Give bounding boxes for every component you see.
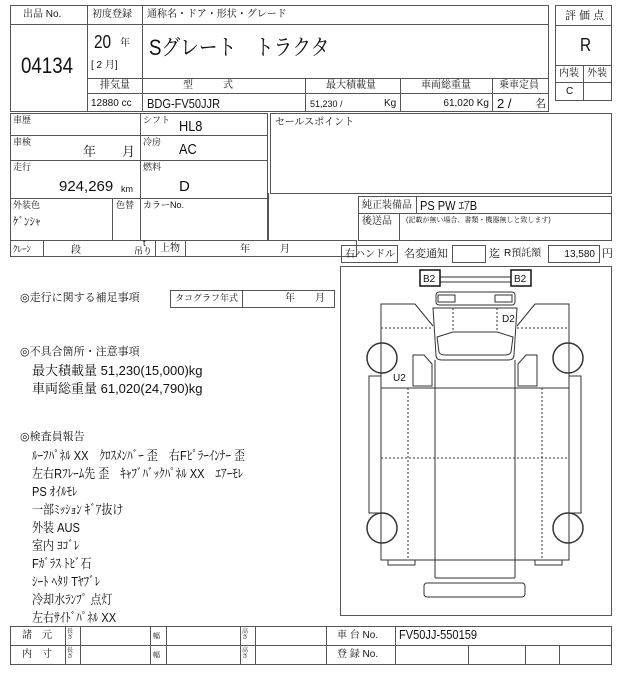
- spec-label: 諸 元: [22, 630, 52, 641]
- inspector-line: 室内 ﾖｺﾞﾚ: [32, 538, 80, 553]
- color-label: 外装色: [13, 200, 41, 210]
- equipment-cell: [416, 196, 612, 214]
- kg-unit: Kg: [384, 98, 397, 109]
- name-label-cell: [142, 5, 549, 25]
- model-label: 型 式: [183, 80, 233, 91]
- max-load: 51,230 /: [310, 99, 343, 109]
- inspector-line: ﾙｰﾌﾊﾟﾈﾙ XX ｸﾛｽﾒﾝﾊﾞｰ 歪 右Fﾋﾟﾗｰｲﾝﾅｰ 歪: [32, 448, 246, 463]
- inspection-label: 車検: [13, 137, 32, 147]
- score-cell: [555, 25, 612, 66]
- shift-label: シフト: [143, 115, 171, 125]
- spec-length-label: 長さ: [67, 629, 74, 641]
- sales-point-box: [270, 113, 612, 194]
- inner-height-label: 高さ: [242, 648, 249, 660]
- first-reg-month: [ 2 月]: [91, 60, 118, 71]
- spec-height-label: 高さ: [242, 629, 249, 641]
- crane-stage: 段: [71, 245, 81, 256]
- gross-weight: 61,020 Kg: [443, 98, 489, 109]
- inspector-report-title: ◎検査員報告: [20, 431, 85, 443]
- body-date: 年 月: [240, 244, 290, 255]
- max-load-label-cell: [305, 78, 401, 94]
- interior-score: C: [566, 86, 574, 97]
- grade: Sグレート トラクタ: [149, 35, 330, 60]
- mileage-value: 924,269: [59, 178, 114, 195]
- first-reg-year: 20: [94, 32, 112, 52]
- front-bumper: [436, 277, 515, 305]
- later-items-label: 後送品: [362, 216, 392, 227]
- right-hand-drive-label: 右ハンドル: [345, 249, 395, 260]
- shift-cell: [140, 113, 268, 136]
- capacity-unit: 名: [535, 98, 546, 110]
- exterior-label: 外装: [587, 68, 607, 79]
- divider: [65, 626, 66, 665]
- inner-size-label: 内 寸: [22, 649, 52, 660]
- divider: [10, 645, 612, 646]
- driving-notes-title: ◎走行に関する補足事項: [20, 292, 140, 304]
- exterior-score-cell: [583, 82, 612, 101]
- defect-line: 車両総重量 61,020(24,790)kg: [32, 381, 203, 396]
- exterior-label-cell: [583, 65, 612, 83]
- ac-cell: [140, 135, 268, 161]
- lot-label: 出品 No.: [23, 9, 62, 20]
- model-cell: [142, 93, 306, 112]
- tachograph-value: 年 月: [285, 293, 325, 304]
- inspector-line: 左右Rﾌﾚｰﾑ先 歪 ｷｬﾌﾞﾊﾞｯｸﾊﾟﾈﾙ XX ｴｱｰﾓﾚ: [32, 466, 244, 481]
- first-reg-label: 初度登録: [92, 9, 132, 20]
- inspection-cell: [10, 135, 141, 161]
- inspector-line: 冷却水ﾗﾝﾌﾟ 点灯: [32, 592, 113, 607]
- inspector-line: Fｶﾞﾗｽ ﾄﾋﾞ石: [32, 556, 92, 571]
- recycle-value: 13,580: [564, 249, 595, 260]
- gross-weight-label-cell: [400, 78, 493, 94]
- gross-weight-cell: [400, 93, 493, 112]
- year-unit: 年: [120, 38, 130, 49]
- mark-b2-left: B2: [423, 274, 436, 285]
- chassis: [369, 304, 581, 597]
- score-label-cell: [555, 5, 612, 26]
- displacement: 12880 cc: [91, 98, 132, 109]
- inner-length-label: 長さ: [67, 648, 74, 660]
- inspector-line: PS ｵｲﾙﾓﾚ: [32, 484, 78, 499]
- crane-label: ｸﾚｰﾝ: [13, 244, 32, 254]
- divider: [166, 626, 167, 665]
- interior-label-cell: [555, 65, 584, 83]
- spec-width-label: 幅: [153, 633, 160, 640]
- later-items-note: (記載が無い場合、書類・機器無しと致します): [406, 217, 551, 224]
- sales-point-label: セールスポイント: [275, 117, 355, 128]
- crane-cell: [43, 240, 156, 257]
- equipment-value: PS PW ｴｱB: [420, 198, 478, 213]
- until-label: 迄: [489, 248, 500, 260]
- model: BDG-FV50JJR: [147, 96, 221, 111]
- lot-number: 04134: [21, 53, 74, 78]
- color-change-label: 色替: [116, 200, 135, 210]
- mark-d2: D2: [502, 314, 515, 325]
- crane-lift: 吊り: [134, 246, 153, 256]
- chassis-number: FV50JJ-550159: [399, 627, 478, 642]
- inspection-value: 年 月: [83, 144, 136, 159]
- fuel-label: 燃料: [143, 162, 162, 172]
- capacity-cell: [492, 93, 549, 112]
- inspector-line: 左右ｻｲﾄﾞﾊﾟﾈﾙ XX: [32, 610, 117, 625]
- divider: [80, 626, 81, 665]
- divider: [326, 626, 327, 665]
- later-items-label-cell: [358, 213, 400, 241]
- divider: [255, 626, 256, 665]
- defect-line: 最大積載量 51,230(15,000)kg: [32, 363, 203, 378]
- name-label: 通称名・ドア・形状・グレード: [147, 9, 287, 20]
- name-change-label: 名変通知: [404, 248, 448, 260]
- inspector-line: 外装 AUS: [32, 520, 80, 535]
- divider: [395, 626, 396, 665]
- shift-value: HL8: [179, 118, 203, 135]
- inspector-line: ｼｰﾄ ﾍﾀﾘ Tﾔﾌﾞﾚ: [32, 574, 101, 589]
- history-label: 車歴: [13, 115, 32, 125]
- crane-t: t: [143, 238, 146, 248]
- color-cell: [10, 198, 113, 241]
- chassis-label: 車 台 No.: [337, 630, 379, 641]
- damage-marks: [393, 270, 531, 384]
- first-reg-label-cell: [87, 5, 143, 25]
- score-value: R: [580, 35, 592, 55]
- inner-width-label: 幅: [153, 652, 160, 659]
- ac-label: 冷房: [143, 137, 162, 147]
- divider: [268, 193, 270, 241]
- model-label-cell: [142, 78, 306, 94]
- ac-value: AC: [179, 141, 197, 158]
- registration-label: 登 録 No.: [337, 649, 379, 660]
- body-label-cell: [155, 240, 186, 257]
- recycle-label: R預託額: [504, 248, 542, 259]
- color-value: ｹﾞﾝｼｬ: [13, 216, 41, 228]
- divider: [240, 626, 241, 665]
- capacity-label: 乗車定員: [499, 80, 539, 91]
- later-items-cell: [399, 213, 612, 241]
- max-load-label: 最大積載量: [326, 80, 376, 91]
- fuel-value: D: [179, 178, 190, 195]
- mileage-label: 走行: [13, 162, 32, 172]
- displacement-label: 排気量: [100, 80, 130, 91]
- body-label: 上物: [160, 243, 180, 254]
- color-no-cell: [140, 198, 268, 241]
- history-cell: [10, 113, 141, 136]
- score-label: 評 価 点: [565, 10, 605, 22]
- divider: [559, 645, 560, 665]
- tachograph-label-cell: [171, 291, 243, 307]
- fuel-cell: [140, 160, 268, 199]
- mileage-cell: [10, 160, 141, 199]
- tachograph-box: [170, 290, 335, 308]
- truck-diagram: [340, 260, 612, 616]
- divider: [150, 626, 151, 665]
- max-load-cell: [305, 93, 401, 112]
- interior-score-cell: [555, 82, 584, 101]
- equipment-label: 純正装備品: [362, 200, 412, 211]
- displacement-cell: [87, 93, 143, 112]
- divider: [468, 645, 469, 665]
- lot-number-cell: [10, 24, 88, 112]
- grade-cell: [142, 24, 549, 79]
- divider: [525, 645, 526, 665]
- inspector-line: 一部ﾐｯｼｮﾝ ｷﾞｱ抜け: [32, 502, 124, 517]
- mark-u2: U2: [393, 373, 406, 384]
- mark-b2-right: B2: [514, 274, 527, 285]
- first-reg-cell: [87, 24, 143, 79]
- equipment-label-cell: [358, 196, 417, 214]
- mileage-unit: km: [121, 184, 133, 194]
- defects-title: ◎不具合箇所・注意事項: [20, 346, 140, 358]
- tachograph-label: タコグラフ年式: [175, 293, 239, 303]
- interior-label: 内装: [559, 68, 579, 79]
- body-date-cell: [185, 240, 357, 257]
- displacement-label-cell: [87, 78, 143, 94]
- color-no-label: カラーNo.: [143, 200, 185, 210]
- lot-label-cell: [10, 5, 88, 25]
- crane-label-cell: [10, 240, 44, 257]
- gross-weight-label: 車両総重量: [421, 80, 471, 91]
- capacity: 2 /: [497, 96, 512, 111]
- capacity-label-cell: [492, 78, 549, 94]
- yen-label: 円: [602, 248, 613, 260]
- color-change-cell: [112, 198, 141, 241]
